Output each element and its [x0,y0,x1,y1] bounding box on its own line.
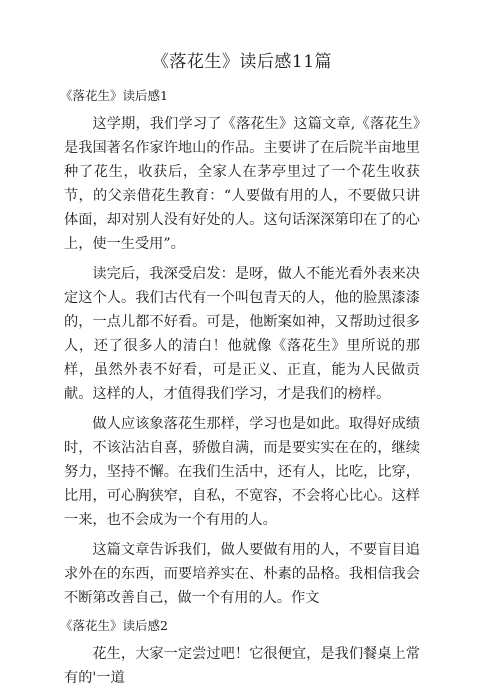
paragraph: 花生，大家一定尝过吧！它很便宜，是我们餐桌上常有的'一道 [64,646,420,686]
paragraph: 做人应该象落花生那样，学习也是如此。取得好成绩时，不该沾沾自喜，骄傲自满，而是要实实在在的，继续努力，坚持不懈。在我们生活中，还有人，比吃，比穿，比用，可心胸狭窄，自私，不宽容，不会将心比心。这样一来，也不会成为一个有用的人。 [64,416,420,528]
essay-section-1 [60,86,420,610]
paragraph: 这学期，我们学习了《落花生》这篇文章,《落花生》是我国著名作家许地山的作品。主要讲了在后院半亩地里种了花生，收获后，全家人在茅亭里过了一个花生收获节，的父亲借花生教育：“人要做有用的人，不要做只讲体面，却对别人没有好处的人。这句话深深第印在了的心上，使一生受用”。 [64,116,420,252]
paragraph: 这篇文章告诉我们，做人要做有用的人，不要盲目追求外在的东西，而要培养实在、朴素的品格。我相信我会不断第改善自己，做一个有用的人。作文 [64,542,420,606]
paragraph: 读完后，我深受启发：是呀，做人不能光看外表来决定这个人。我们古代有一个叫包青天的人，他的脸黑漆漆的，一点儿都不好看。可是，他断案如神，又帮助过很多人，还了很多人的清白！他就像《落花生》里所说的那样，虽然外表不好看，可是正义、正直，能为人民做贡献。这样的人，才值得我们学习，才是我们的榜样。 [64,266,420,402]
essay-section-2 [60,616,420,690]
section-heading: 《落花生》读后感1 [60,88,168,103]
section-heading: 《落花生》读后感2 [60,618,168,633]
document-title: 《落花生》读后感11篇 [151,52,333,72]
